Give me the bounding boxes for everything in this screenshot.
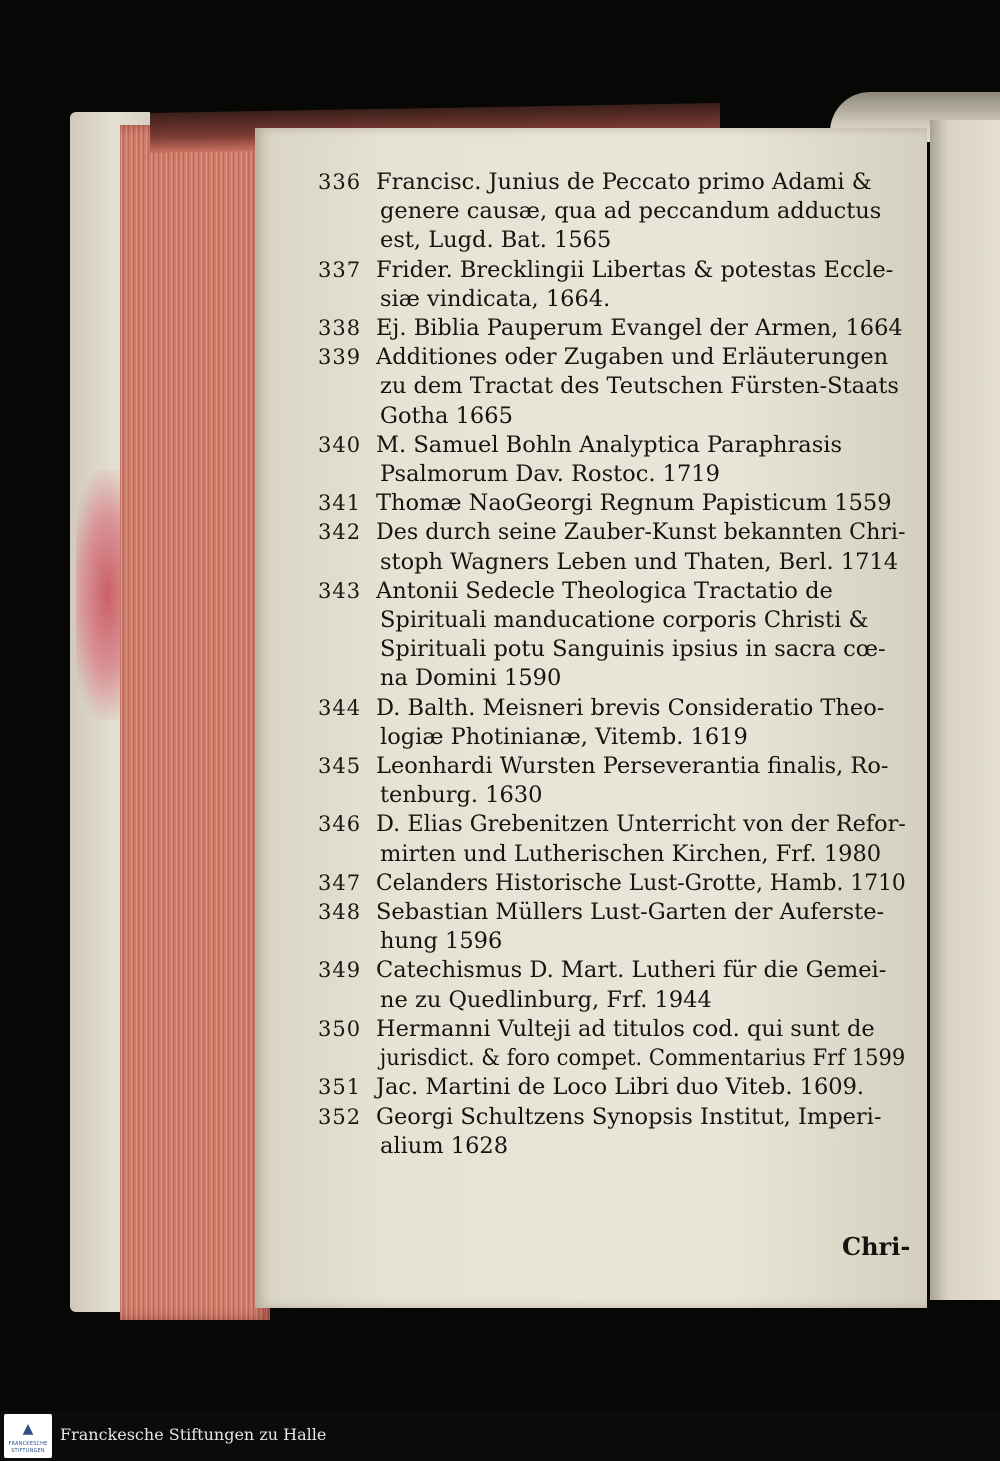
catalogue-entry	[318, 256, 908, 314]
entry-number: 336	[318, 170, 362, 194]
logo-text-line-2: STIFTUNGEN	[11, 1448, 45, 1454]
entry-number: 346	[318, 812, 362, 837]
entry-line: D. Balth. Meisneri brevis Consideratio Theo-	[376, 694, 885, 721]
catalogue-entry	[318, 810, 908, 868]
entry-line: Spirituali manducatione corporis Christi &	[380, 607, 869, 634]
entry-line: Ej. Biblia Pauperum Evangel der Armen, 1664	[376, 315, 903, 342]
catalogue-entry	[318, 1015, 908, 1073]
entry-line: Catechismus D. Mart. Lutheri für die Gemei-	[376, 957, 887, 984]
entry-number: 342	[318, 520, 362, 545]
entry-line: Leonhardi Wursten Perseverantia finalis, Ro-	[376, 753, 889, 780]
entry-line: genere causæ, qua ad peccandum adductus	[380, 198, 882, 225]
catalogue-entry	[318, 694, 908, 752]
entry-number: 349	[318, 958, 362, 983]
entry-line: Antonii Sedecle Theologica Tractatio de	[376, 577, 833, 604]
entry-number: 352	[318, 1104, 362, 1129]
entry-line: Celanders Historische Lust-Grotte, Hamb. 1710	[376, 869, 906, 896]
building-icon: ▲	[22, 1421, 34, 1437]
entry-line: stoph Wagners Leben und Thaten, Berl. 1714	[380, 548, 899, 575]
entry-number: 338	[318, 316, 362, 341]
logo-text-line-1: FRANCKESCHE	[8, 1441, 48, 1447]
entry-line: Gotha 1665	[380, 402, 513, 429]
red-page-edges	[120, 125, 270, 1320]
footer-bar	[0, 1411, 1000, 1461]
entry-line: alium 1628	[380, 1132, 509, 1159]
catalogue-entry	[318, 898, 908, 956]
entry-line: hung 1596	[380, 928, 503, 955]
entry-line: Sebastian Müllers Lust-Garten der Auferste-	[376, 899, 885, 926]
entry-line: Francisc. Junius de Peccato primo Adami &	[376, 169, 872, 195]
entry-line: Additiones oder Zugaben und Erläuterungen	[376, 344, 889, 371]
entry-number: 343	[318, 578, 362, 603]
entry-line: Thomæ NaoGeorgi Regnum Papisticum 1559	[376, 490, 892, 517]
catalogue-entry	[318, 431, 908, 489]
entry-line: M. Samuel Bohln Analyptica Paraphrasis	[376, 431, 843, 458]
catalogue-entry	[318, 489, 908, 518]
entry-line: Spirituali potu Sanguinis ipsius in sacra cœ-	[380, 636, 886, 663]
catalogue-entry	[318, 869, 908, 898]
catalogue-entry	[318, 168, 908, 256]
entry-line: Frider. Brecklingii Libertas & potestas Eccle-	[376, 256, 894, 283]
entry-number: 348	[318, 900, 362, 925]
entry-line: zu dem Tractat des Teutschen Fürsten-Staats	[380, 373, 899, 400]
entry-number: 345	[318, 754, 362, 779]
entry-number: 339	[318, 345, 362, 370]
entry-line: Psalmorum Dav. Rostoc. 1719	[380, 461, 720, 488]
entry-line: Georgi Schultzens Synopsis Institut, Imperi-	[376, 1103, 882, 1130]
catalogue-entry	[318, 752, 908, 810]
catchword: Chri-	[842, 1232, 911, 1261]
entry-line: na Domini 1590	[380, 665, 562, 692]
entry-number: 337	[318, 257, 362, 282]
catalogue-entry	[318, 314, 908, 343]
entry-line: D. Elias Grebenitzen Unterricht von der Refor-	[376, 811, 906, 838]
entry-number: 340	[318, 432, 362, 457]
entry-number: 351	[318, 1075, 362, 1100]
entry-line: Des durch seine Zauber-Kunst bekannten Chri-	[376, 519, 906, 546]
catalogue-entry	[318, 1073, 908, 1102]
facing-page	[930, 120, 1000, 1300]
entry-number: 350	[318, 1016, 362, 1041]
entry-line: jurisdict. & foro compet. Commentarius Frf 1599	[379, 1045, 906, 1072]
entry-line: Hermanni Vulteji ad titulos cod. qui sunt de	[376, 1015, 875, 1042]
catalogue-entry	[318, 577, 908, 694]
entry-number: 341	[318, 491, 362, 516]
entry-line: est, Lugd. Bat. 1565	[380, 227, 612, 254]
catalogue-entry	[318, 956, 908, 1014]
entry-line: ne zu Quedlinburg, Frf. 1944	[380, 986, 712, 1013]
entry-line: siæ vindicata, 1664.	[380, 285, 611, 312]
entry-line: tenburg. 1630	[380, 782, 543, 809]
catalogue-entry	[318, 518, 908, 576]
institution-caption: Franckesche Stiftungen zu Halle	[60, 1425, 327, 1444]
entry-number: 347	[318, 870, 362, 895]
entry-line: mirten und Lutherischen Kirchen, Frf. 1980	[380, 840, 882, 867]
institution-logo	[4, 1414, 52, 1458]
catalogue-entry	[318, 1103, 908, 1161]
entry-line: Jac. Martini de Loco Libri duo Viteb. 1609.	[376, 1074, 865, 1101]
entry-number: 344	[318, 695, 362, 720]
catalogue-entries	[318, 168, 908, 1161]
entry-line: logiæ Photinianæ, Vitemb. 1619	[380, 723, 748, 750]
catalogue-entry	[318, 343, 908, 431]
